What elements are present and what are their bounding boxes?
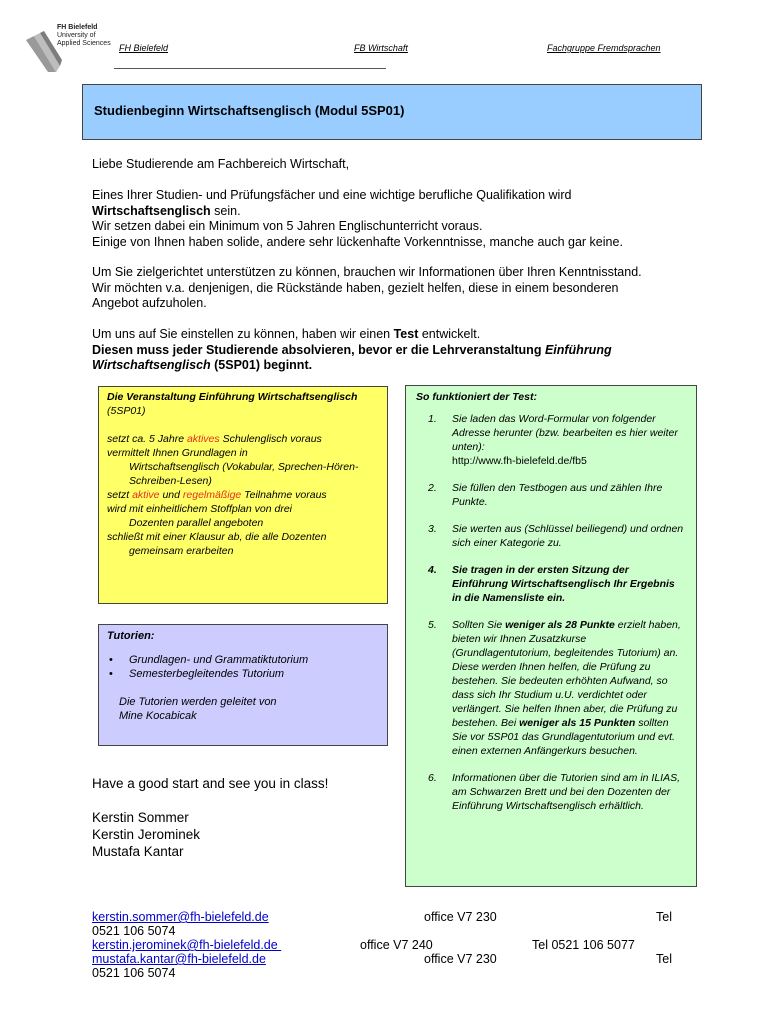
tel-label-kantar: Tel [656, 952, 672, 966]
office-sommer: office V7 230 [424, 910, 497, 924]
list-item: 5. Sollten Sie weniger als 28 Punkte erzielt haben, bieten wir Ihnen Zusatzkurse (Grundlagentutorium, begleitendes Tutorium) an. Diese werden Ihnen helfen, die Prüfung zu bestehen. Sie bedeuten erhöhten Aufwand, so dass sich Ihr Studium u.U. verdichtet oder verlängert. Sie helfen Ihnen aber, die Prüfung zu bestehen. Bei weniger als 15 Punkten sollten Sie vor 5SP01 das Grundlagentutorium und evt. einen externen Anfängerkurs besuchen. [428, 619, 681, 757]
list-item: • Semesterbegleitendes Tutorium [109, 668, 285, 680]
logo-text: FH Bielefeld University of Applied Sciences [57, 24, 111, 47]
tutorials-title: Tutorien: [107, 630, 155, 642]
email-link-kantar[interactable]: mustafa.kantar@fh-bielefeld.de [92, 952, 266, 966]
office-kantar: office V7 230 [424, 952, 497, 966]
phone-sommer: 0521 106 5074 [92, 924, 176, 938]
phone-jerominek: Tel 0521 106 5077 [532, 938, 635, 952]
list-item: • Grundlagen- und Grammatiktutorium [109, 654, 309, 666]
tutorials-box: Tutorien: • Grundlagen- und Grammatiktutorium • Semesterbegleitendes Tutorium Die Tutorien werden geleitet von Mine Kocabicak [98, 624, 388, 746]
header-center: FB Wirtschaft [354, 43, 408, 53]
paragraph-3: Um uns auf Sie einstellen zu können, haben wir einen Test entwickelt. Diesen muss jeder Studierende absolvieren, bevor er die Lehrveranstaltung Einführung Wirtschaftsenglisch (5SP01) beginnt. [92, 327, 612, 372]
page-title: Studienbeginn Wirtschaftsenglisch (Modul 5SP01) [94, 103, 405, 118]
list-item: 2. Sie füllen den Testbogen aus und zählen Ihre Punkte. [428, 482, 663, 508]
greeting: Liebe Studierende am Fachbereich Wirtschaft, [92, 157, 350, 171]
email-link-sommer[interactable]: kerstin.sommer@fh-bielefeld.de [92, 910, 269, 924]
header-divider [114, 68, 386, 69]
closing-line: Have a good start and see you in class! [92, 776, 329, 791]
office-jerominek: office V7 240 [360, 938, 433, 952]
header-left: FH Bielefeld [119, 43, 169, 53]
list-item: 1. Sie laden das Word-Formular von folgender Adresse herunter (bzw. bearbeiten es hier weiter unten): http://www.fh-bielefeld.de/fb5 [428, 413, 678, 467]
list-item: 3. Sie werten aus (Schlüssel beiliegend) und ordnen sich einer Kategorie zu. [428, 523, 684, 549]
signature-names: Kerstin Sommer Kerstin Jerominek Mustafa Kantar [92, 810, 201, 859]
header-right: Fachgruppe Fremdsprachen [547, 43, 661, 53]
paragraph-2: Um Sie zielgerichtet unterstützen zu können, brauchen wir Informationen über Ihren Kenntnisstand. Wir möchten v.a. denjenigen, die Rückstände haben, gezielt helfen, diese in einem besonderen Angebot aufzuholen. [92, 265, 642, 310]
email-link-jerominek[interactable]: kerstin.jerominek@fh-bielefeld.de [92, 938, 282, 952]
list-item: 4. Sie tragen in der ersten Sitzung der Einführung Wirtschaftsenglisch Ihr Ergebnis in die Namensliste ein. [428, 564, 675, 604]
phone-kantar: 0521 106 5074 [92, 966, 176, 980]
paragraph-1: Eines Ihrer Studien- und Prüfungsfächer und eine wichtige berufliche Qualifikation wird Wirtschaftsenglisch sein. Wir setzen dabei ein Minimum von 5 Jahren Englischunterricht voraus. Einige von Ihnen haben solide, andere sehr lückenhafte Vorkenntnisse, manche auch gar keine. [92, 188, 623, 249]
test-title: So funktioniert der Test: [416, 391, 537, 403]
test-instructions-box [405, 385, 697, 887]
tel-label-sommer: Tel [656, 910, 672, 924]
list-item: 6. Informationen über die Tutorien sind am in ILIAS, am Schwarzen Brett und bei den Dozenten der Einführung Wirtschaftsenglisch erhältlich. [428, 772, 681, 812]
course-info-box: Die Veranstaltung Einführung Wirtschaftsenglisch (5SP01) setzt ca. 5 Jahre aktives Schulenglisch voraus vermittelt Ihnen Grundlagen in Wirtschaftsenglisch (Vokabular, Sprechen-Hören-Schreiben-Lesen) setzt aktive und regelmäßige Teilnahme voraus wird mit einheitlichem Stoffplan von drei Dozenten parallel angeboten schließt mit einer Klausur ab, die alle Dozenten gemeinsam erarbeiten [98, 386, 388, 604]
test-url-link[interactable]: http://www.fh-bielefeld.de/fb5 [452, 455, 587, 467]
